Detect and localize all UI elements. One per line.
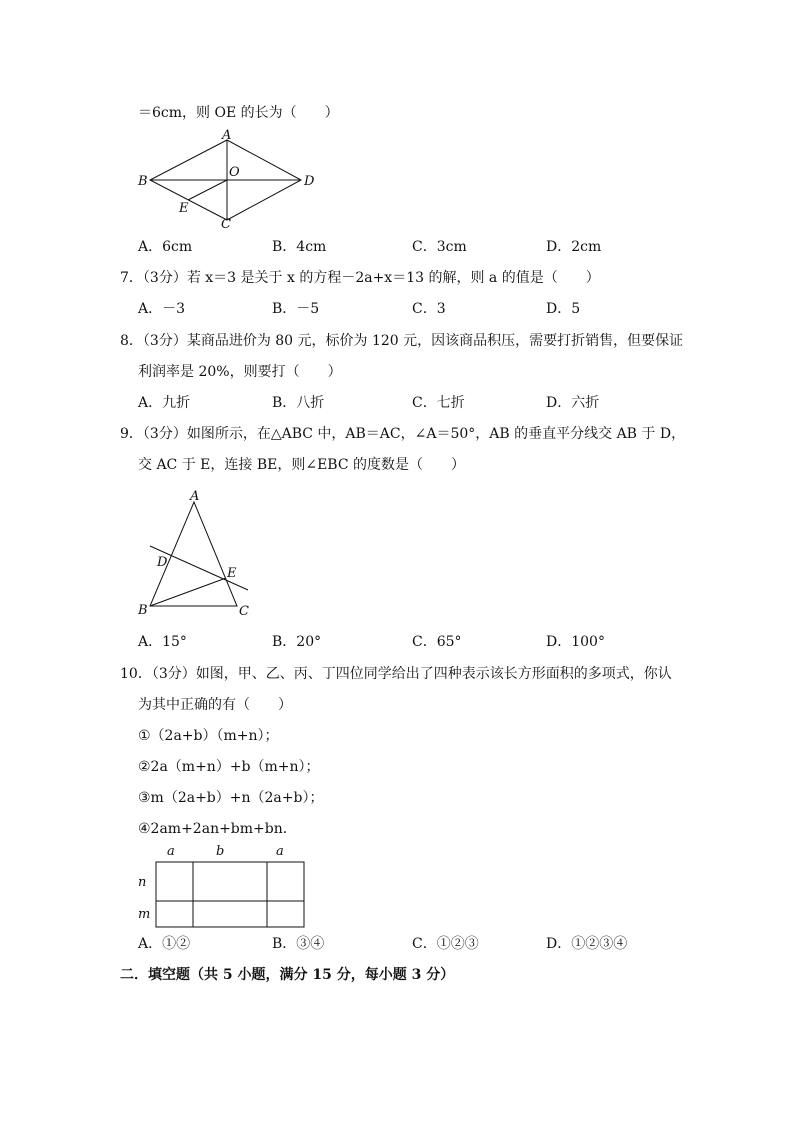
- label-top-b: b: [216, 844, 225, 859]
- q8-option-a: A．九折: [138, 395, 191, 411]
- section-2-heading: 二．填空题（共 5 小题，满分 15 分，每小题 3 分）: [120, 967, 455, 983]
- q8-stem-line2: 利润率是 20%，则要打（ ）: [138, 364, 342, 380]
- q6-option-d: D．2cm: [546, 239, 602, 255]
- q8-option-c: C．七折: [412, 395, 465, 411]
- q9-stem-line2: 交 AC 于 E，连接 BE，则∠EBC 的度数是（ ）: [138, 457, 466, 473]
- q10-item-1: ①（2a+b）（m+n）；: [138, 728, 279, 744]
- label-top-a1: a: [167, 844, 175, 859]
- q8-option-b: B．八折: [272, 395, 325, 411]
- label-left-n: n: [138, 875, 147, 890]
- label-C: C: [239, 604, 249, 619]
- q9-option-a: A．15°: [138, 634, 187, 650]
- label-C: C: [221, 217, 231, 232]
- q10-option-b: B．③④: [272, 936, 325, 952]
- q10-option-a: A．①②: [138, 936, 191, 952]
- q10-option-d: D．①②③④: [546, 936, 628, 952]
- q9-option-b: B．20°: [272, 634, 322, 650]
- q10-stem-line2: 为其中正确的有（ ）: [138, 697, 292, 713]
- label-E: E: [179, 201, 189, 216]
- q9-option-c: C．65°: [412, 634, 462, 650]
- q7-stem: 7．（3分）若 x＝3 是关于 x 的方程－2a+x＝13 的解，则 a 的值是（ ）: [120, 270, 600, 286]
- q10-item-2: ②2a（m+n）+b（m+n）；: [138, 759, 320, 775]
- label-left-m: m: [138, 907, 151, 922]
- q9-option-d: D．100°: [546, 634, 605, 650]
- q10-option-c: C．①②③: [412, 936, 479, 952]
- q10-stem-line1: 10．（3分）如图，甲、乙、丙、丁四位同学给出了四种表示该长方形面积的多项式，你认: [120, 666, 672, 682]
- q10-item-4: ④2am+2an+bm+bn．: [138, 821, 297, 837]
- q7-option-b: B．－5: [272, 301, 320, 317]
- label-B: B: [138, 603, 148, 618]
- q8-option-d: D．六折: [546, 395, 600, 411]
- q7-option-d: D．5: [546, 301, 581, 317]
- q8-stem-line1: 8．（3分）某商品进价为 80 元，标价为 120 元，因该商品积压，需要打折销售，但要保证: [120, 333, 684, 349]
- label-O: O: [229, 165, 240, 180]
- q7-option-c: C．3: [412, 301, 446, 317]
- outer-rectangle: [156, 862, 304, 927]
- label-B: B: [138, 174, 148, 189]
- q10-item-3: ③m（2a+b）+n（2a+b）；: [138, 790, 324, 806]
- q9-stem-line1: 9．（3分）如图所示，在△ABC 中，AB＝AC，∠A＝50°，AB 的垂直平分线交 AB 于 D，: [120, 426, 686, 442]
- label-A: A: [222, 128, 232, 143]
- label-D: D: [304, 174, 315, 189]
- q6-option-c: C．3cm: [412, 239, 467, 255]
- q6-stem: ＝6cm，则 OE 的长为（ ）: [138, 105, 339, 121]
- q6-option-a: A．6cm: [138, 239, 193, 255]
- label-A: A: [190, 489, 200, 504]
- q7-option-a: A．－3: [138, 301, 186, 317]
- label-top-a2: a: [276, 844, 284, 859]
- label-E: E: [227, 566, 237, 581]
- label-D: D: [157, 555, 168, 570]
- q6-option-b: B．4cm: [272, 239, 327, 255]
